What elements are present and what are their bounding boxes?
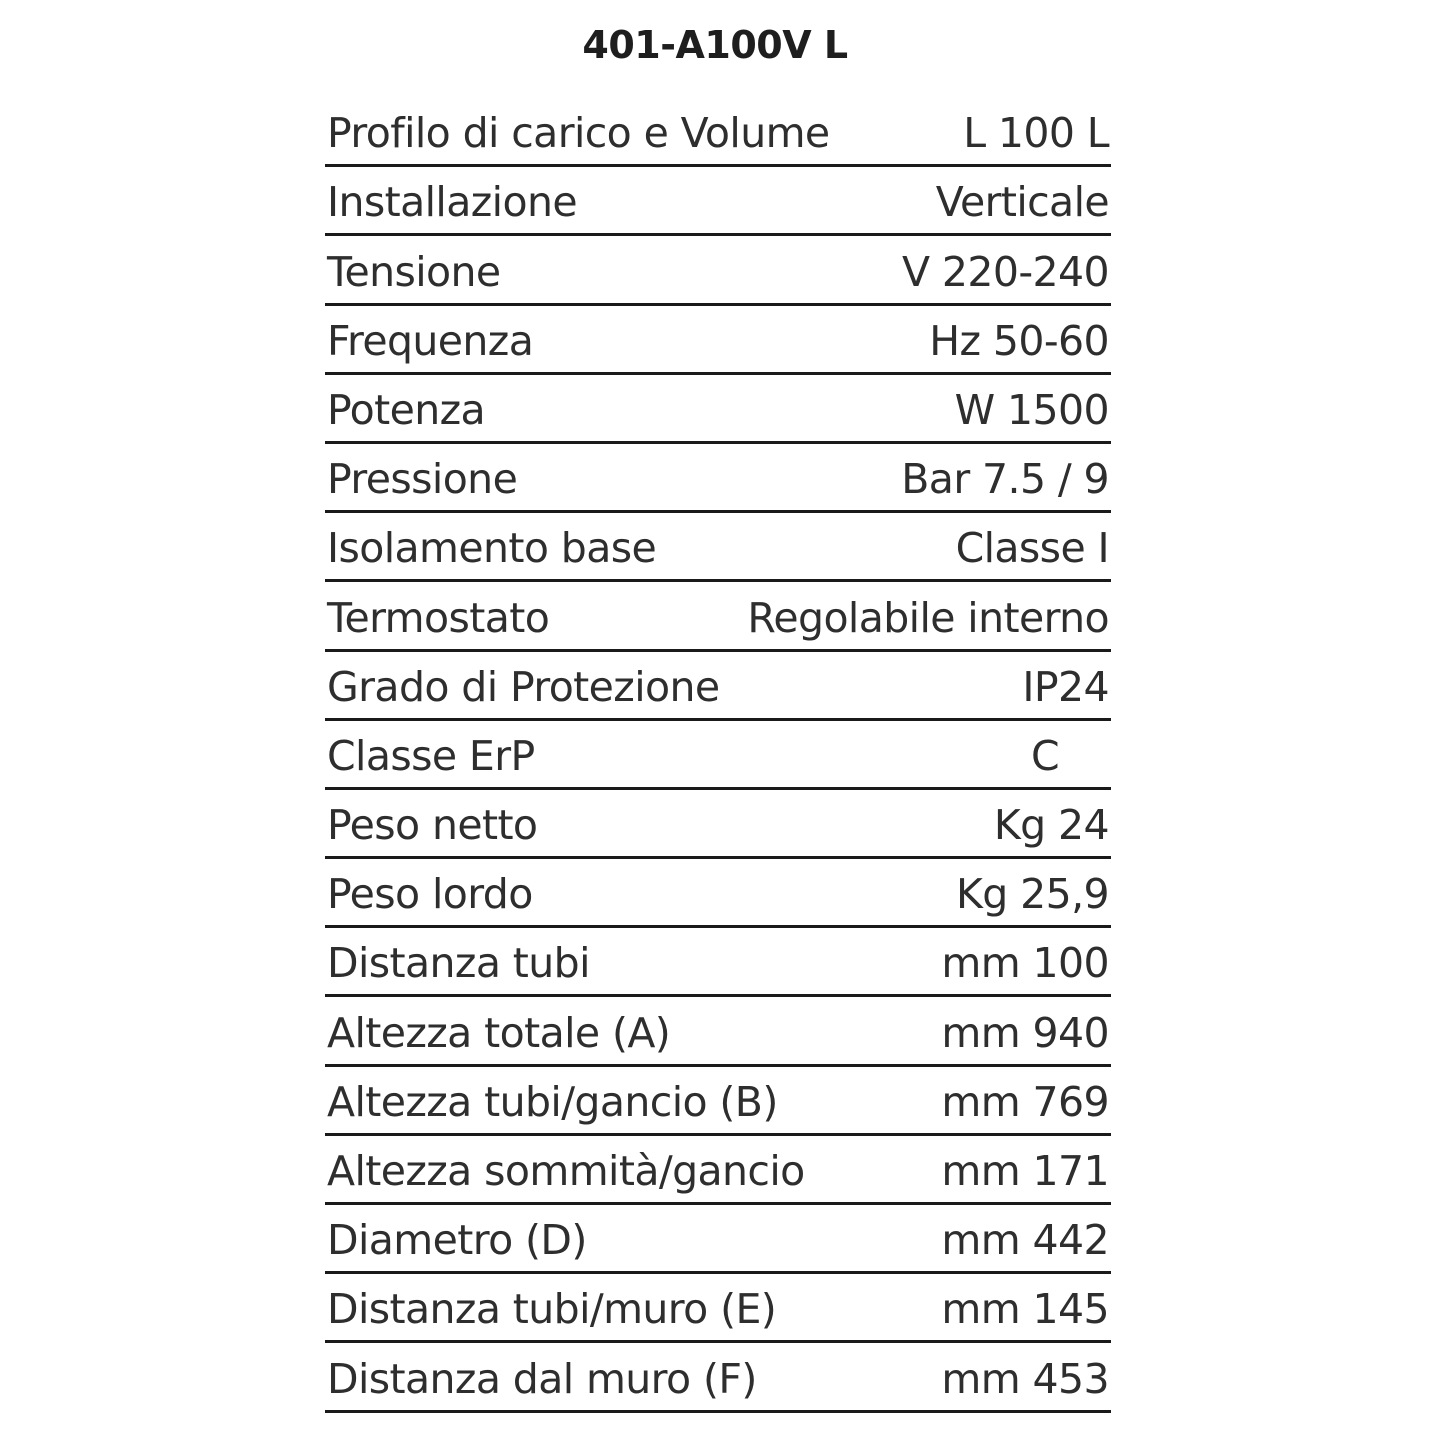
spec-value: mm 442 xyxy=(941,1216,1109,1265)
spec-label: Classe ErP xyxy=(327,731,535,780)
spec-table xyxy=(325,98,1111,1413)
spec-label: Pressione xyxy=(327,455,518,504)
spec-value: Regolabile interno xyxy=(747,593,1109,642)
spec-row xyxy=(325,997,1111,1066)
spec-value: mm 940 xyxy=(941,1008,1109,1057)
spec-label: Distanza tubi xyxy=(327,939,590,988)
spec-label: Grado di Protezione xyxy=(327,662,720,711)
spec-value: mm 453 xyxy=(941,1354,1109,1403)
spec-row xyxy=(325,306,1111,375)
spec-row xyxy=(325,167,1111,236)
spec-value: L 100 L xyxy=(963,109,1109,158)
spec-label: Profilo di carico e Volume xyxy=(327,109,830,158)
spec-label: Altezza tubi/gancio (B) xyxy=(327,1077,778,1126)
spec-label: Frequenza xyxy=(327,316,534,365)
spec-row xyxy=(325,513,1111,582)
spec-label: Diametro (D) xyxy=(327,1216,587,1265)
spec-row xyxy=(325,928,1111,997)
spec-row xyxy=(325,1205,1111,1274)
spec-label: Distanza tubi/muro (E) xyxy=(327,1285,777,1334)
spec-value: Kg 25,9 xyxy=(955,870,1109,919)
spec-value: Hz 50-60 xyxy=(929,316,1109,365)
spec-value: Verticale xyxy=(935,178,1109,227)
spec-row xyxy=(325,721,1111,790)
spec-row xyxy=(325,1343,1111,1412)
spec-row xyxy=(325,859,1111,928)
spec-value: mm 100 xyxy=(941,939,1109,988)
spec-value: mm 769 xyxy=(941,1077,1109,1126)
spec-label: Isolamento base xyxy=(327,524,657,573)
spec-value: Kg 24 xyxy=(993,801,1109,850)
spec-row xyxy=(325,236,1111,305)
spec-value: C xyxy=(1030,731,1059,780)
spec-label: Altezza totale (A) xyxy=(327,1008,671,1057)
spec-row xyxy=(325,375,1111,444)
spec-row xyxy=(325,98,1111,167)
spec-row xyxy=(325,1067,1111,1136)
product-title: 401-A100V L xyxy=(582,23,848,67)
spec-label: Tensione xyxy=(327,247,501,296)
spec-row xyxy=(325,1274,1111,1343)
spec-value: mm 145 xyxy=(941,1285,1109,1334)
spec-value: V 220-240 xyxy=(902,247,1109,296)
spec-row xyxy=(325,790,1111,859)
spec-label: Altezza sommità/gancio xyxy=(327,1147,805,1195)
spec-value: Classe I xyxy=(955,524,1109,573)
spec-row xyxy=(325,1136,1111,1205)
spec-value: mm 171 xyxy=(941,1147,1109,1195)
spec-row xyxy=(325,652,1111,721)
spec-value: W 1500 xyxy=(954,385,1109,434)
spec-label: Peso lordo xyxy=(327,870,533,919)
spec-value: Bar 7.5 / 9 xyxy=(901,455,1109,504)
spec-label: Peso netto xyxy=(327,801,538,850)
spec-row xyxy=(325,444,1111,513)
spec-label: Installazione xyxy=(327,178,577,227)
spec-value: IP24 xyxy=(1022,662,1109,711)
spec-row xyxy=(325,582,1111,651)
spec-label: Potenza xyxy=(327,385,486,434)
spec-label: Termostato xyxy=(327,593,550,642)
spec-label: Distanza dal muro (F) xyxy=(327,1354,757,1403)
